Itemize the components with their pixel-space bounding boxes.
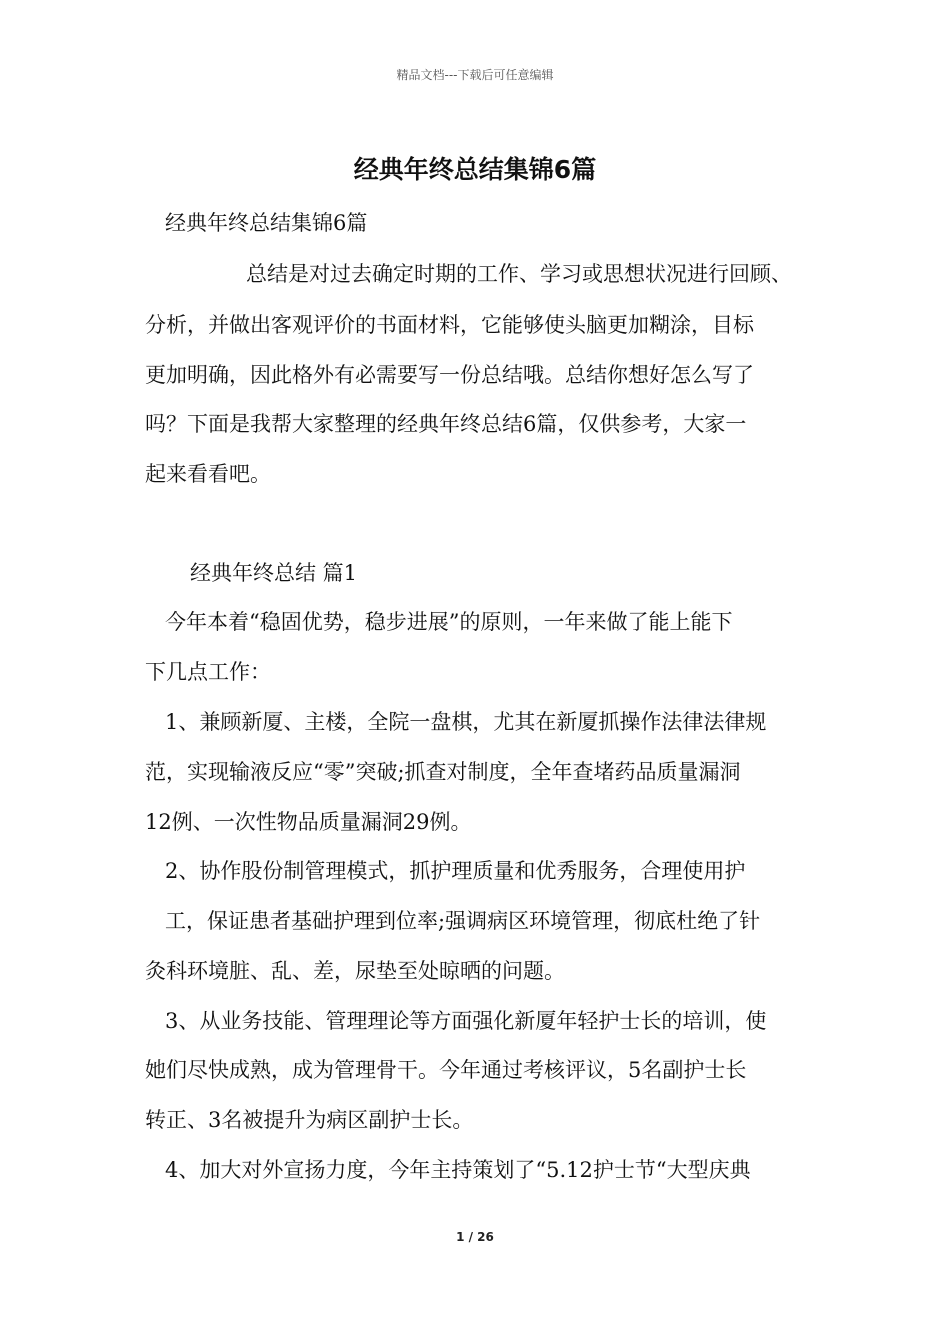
body-line: 总结是对过去确定时期的工作、学习或思想状况进行回顾、 bbox=[246, 262, 792, 286]
body-line: 今年本着“稳固优势，稳步进展”的原则，一年来做了能上能下 bbox=[165, 610, 733, 634]
body-line: 3、从业务技能、管理理论等方面强化新厦年轻护士长的培训，使 bbox=[165, 1009, 767, 1033]
body-line: 转正、3名被提升为病区副护士长。 bbox=[145, 1108, 474, 1132]
body-line: 更加明确，因此格外有必需要写一份总结哦。总结你想好怎么写了 bbox=[145, 363, 754, 387]
body-line: 灸科环境脏、乱、差，尿垫至处晾晒的问题。 bbox=[145, 959, 565, 983]
body-line: 1、兼顾新厦、主楼，全院一盘棋，尤其在新厦抓操作法律法律规 bbox=[165, 710, 767, 734]
document-title: 经典年终总结集锦6篇 bbox=[353, 155, 597, 184]
subtitle-line: 经典年终总结集锦6篇 bbox=[165, 211, 368, 235]
body-line: 分析，并做出客观评价的书面材料，它能够使头脑更加糊涂，目标 bbox=[145, 313, 754, 337]
body-line: 她们尽快成熟，成为管理骨干。今年通过考核评议，5名副护士长 bbox=[145, 1058, 747, 1082]
body-line: 工，保证患者基础护理到位率;强调病区环境管理，彻底杜绝了针 bbox=[165, 909, 761, 933]
body-line: 下几点工作： bbox=[145, 660, 271, 684]
body-line: 吗？下面是我帮大家整理的经典年终总结6篇，仅供参考，大家一 bbox=[145, 412, 747, 436]
body-line: 范，实现输液反应“零”突破;抓查对制度，全年查堵药品质量漏洞 bbox=[145, 760, 741, 784]
section-heading: 经典年终总结 篇1 bbox=[190, 561, 358, 585]
body-line: 12例、一次性物品质量漏洞29例。 bbox=[145, 810, 472, 834]
body-line: 2、协作股份制管理模式，抓护理质量和优秀服务，合理使用护 bbox=[165, 859, 746, 883]
body-line: 4、加大对外宣扬力度，今年主持策划了“5.12护士节“大型庆典 bbox=[165, 1158, 751, 1182]
body-line: 起来看看吧。 bbox=[145, 462, 271, 486]
page-number: 1 / 26 bbox=[456, 1230, 494, 1244]
header-note: 精品文档---下载后可任意编辑 bbox=[396, 68, 554, 82]
